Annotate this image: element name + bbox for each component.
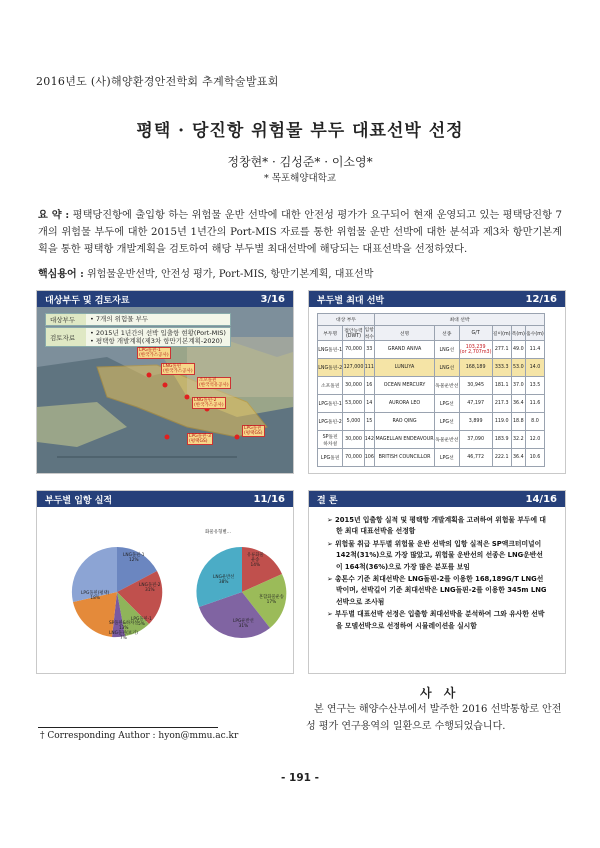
table-cell: 142 — [364, 431, 374, 449]
table-cell: 333.3 — [492, 359, 511, 377]
review-legend — [45, 313, 231, 348]
table-row — [318, 377, 545, 395]
table-cell: LPG선 — [435, 413, 460, 431]
table-cell: 70,000 — [343, 341, 364, 359]
table-cell: 12.0 — [525, 431, 544, 449]
keywords-label: 핵심용어 : — [38, 269, 84, 280]
table-cell: 10.6 — [525, 449, 544, 467]
pie-label: LPG운반선 31% — [233, 619, 254, 629]
table-cell: LNG돌핀-1 — [318, 341, 343, 359]
table-row — [318, 359, 545, 377]
table-cell: 37,090 — [459, 431, 492, 449]
table-cell: 30,000 — [343, 377, 364, 395]
footnote: † Corresponding Author : hyon@mmu.ac.kr — [40, 731, 239, 741]
table-cell: 소포돌핀 — [318, 377, 343, 395]
table-row — [318, 431, 545, 449]
table-cell: 5,000 — [343, 413, 364, 431]
table-cell: 37.0 — [511, 377, 525, 395]
table-cell: 3,899 — [459, 413, 492, 431]
table-header-cell: G/T — [459, 326, 492, 341]
pie-label: 유류화물 운송 14% — [247, 553, 264, 568]
conclusion-point: ➢ 총톤수 기준 최대선박은 LNG돌핀-2를 이용한 168,189G/T LNG선박이며, 선박길이 기준 최대선박은 LNG돌핀-2를 이용한 345m LNG선박으로 조사됨 — [327, 575, 547, 606]
table-cell: 47,197 — [459, 395, 492, 413]
slide-arrival-records — [36, 490, 294, 674]
table-cell: 111 — [364, 359, 374, 377]
pie-label: LPG돌핀-1 5% — [131, 617, 152, 627]
table-header-cell: 선명 — [375, 326, 435, 341]
table-cell: LPG선 — [435, 449, 460, 467]
map-label: LNG돌핀-2 (한국가스공사) — [194, 398, 224, 408]
table-cell: 217.3 — [492, 395, 511, 413]
table-cell: LNG돌핀-2 — [318, 359, 343, 377]
table-group-header: 최대 선박 — [375, 314, 545, 326]
table-cell: 53,000 — [343, 395, 364, 413]
abstract-label: 요 약 : — [38, 209, 70, 221]
table-header-cell: 부두명 — [318, 326, 343, 341]
table-cell: LPG돌핀 — [318, 449, 343, 467]
slide-number: 11/16 — [253, 493, 285, 505]
keywords-text: 위험물운반선박, 안전성 평가, Port-MIS, 항만기본계획, 대표선박 — [87, 269, 374, 280]
table-cell: 16 — [364, 377, 374, 395]
table-cell: 11.6 — [525, 395, 544, 413]
table-cell: MAGELLAN ENDEAVOUR — [375, 431, 435, 449]
table-cell: 15 — [364, 413, 374, 431]
paper-authors: 정창현* · 김성준* · 이소영* — [227, 155, 373, 169]
table-cell: 119.0 — [492, 413, 511, 431]
table-cell: LPG돌핀-2 — [318, 413, 343, 431]
slide-conclusion — [308, 490, 566, 674]
pie-label: LNG운반선 38% — [213, 575, 235, 585]
table-cell: OCEAN MERCURY — [375, 377, 435, 395]
table-row — [318, 341, 545, 359]
table-row — [318, 413, 545, 431]
table-cell: RAO QING — [375, 413, 435, 431]
slide-number: 14/16 — [525, 493, 557, 505]
table-cell: 70,000 — [343, 449, 364, 467]
conclusion-point: ➢ 부두별 대표선박 선정은 입출항 최대선박을 분석하여 그와 유사한 선박을 모델선박으로 선정하여 시뮬레이션을 실시함 — [327, 610, 545, 630]
table-cell: 독물운반선 — [435, 377, 460, 395]
table-cell: 33 — [364, 341, 374, 359]
table-header-cell: 접안능력 (DWT) — [343, 326, 364, 341]
legend-row: 검토자료 • 2015년 1년간의 선박 입출항 현황(Port-MIS) • 평택항 개발계획(제3차 항만기본계획-2020) — [45, 327, 231, 347]
paper-title: 평택 · 당진항 위험물 부두 대표선박 선정 — [136, 121, 464, 141]
table-cell: 127,000 — [343, 359, 364, 377]
table-cell: 14.0 — [525, 359, 544, 377]
legend-row: 대상부두 • 7개의 위험물 부두 — [45, 313, 231, 326]
table-group-header: 대상 부두 — [318, 314, 375, 326]
table-cell: 11.4 — [525, 341, 544, 359]
table-cell: 18.8 — [511, 413, 525, 431]
table-cell: LUNLIYA — [375, 359, 435, 377]
table-header-cell: 흘수(m) — [525, 326, 544, 341]
table-cell: 46,772 — [459, 449, 492, 467]
table-cell: 13.5 — [525, 377, 544, 395]
acknowledgement-title: 사 사 — [420, 686, 460, 700]
table-cell: 독물운반선 — [435, 431, 460, 449]
table-header-cell: 선종 — [435, 326, 460, 341]
footnote-divider — [38, 727, 218, 728]
slide-max-vessels — [308, 290, 566, 474]
table-cell: AURORA LEO — [375, 395, 435, 413]
table-header-cell: 길이(m) — [492, 326, 511, 341]
table-cell: 36.4 — [511, 395, 525, 413]
table-cell: 8.0 — [525, 413, 544, 431]
table-cell: BRITISH COUNCILLOR — [375, 449, 435, 467]
map-label: LPG돌핀-3 (평택GS) — [189, 434, 211, 444]
pie-label: LPG돌핀(평택) 18% — [81, 591, 110, 601]
table-row — [318, 449, 545, 467]
max-vessel-table — [317, 313, 545, 467]
conclusion-points — [327, 515, 547, 633]
table-cell: 14 — [364, 395, 374, 413]
pie2-header: 화물유형별... — [205, 530, 232, 535]
slide-number: 3/16 — [260, 293, 285, 305]
table-row — [318, 395, 545, 413]
table-cell: 32.2 — [511, 431, 525, 449]
pie-label: LNG돌핀(보기) 7% — [109, 631, 138, 641]
table-cell: 53.0 — [511, 359, 525, 377]
paper-affiliation: * 목포해양대학교 — [263, 173, 336, 184]
slide-target-berths — [36, 290, 294, 474]
map-label: 소포돌핀 (한국석유공사) — [199, 378, 229, 388]
pie-label: SP돌핀&하차설 13% — [109, 621, 139, 631]
table-cell: 49.0 — [511, 341, 525, 359]
table-header-cell: 입항 척수 — [364, 326, 374, 341]
slide-title: 결 론 — [317, 495, 338, 506]
slide-number: 12/16 — [525, 293, 557, 305]
abstract — [38, 207, 562, 258]
table-cell: 30,945 — [459, 377, 492, 395]
table-cell: 277.1 — [492, 341, 511, 359]
pie-label: LNG돌핀-1 12% — [123, 553, 145, 563]
table-cell: 181.1 — [492, 377, 511, 395]
table-cell: SP돌핀 하차설 — [318, 431, 343, 449]
table-cell: 222.1 — [492, 449, 511, 467]
map-label: LPG돌핀-1 (한국가스공사) — [139, 348, 169, 358]
conclusion-point: ➢ 2015년 입출항 실적 및 평택항 개발계획을 고려하여 위험물 부두에 대한 최대 대표선박을 선정함 — [327, 516, 546, 536]
slide-title: 대상부두 및 검토자료 — [45, 295, 130, 306]
conference-header: 2016년도 (사)해양환경안전학회 추계학술발표회 — [36, 75, 279, 88]
pie-charts — [37, 507, 293, 673]
table-cell: LPG돌핀-1 — [318, 395, 343, 413]
table-cell: GRAND ANIVA — [375, 341, 435, 359]
map-label: LPG돌핀 (평택GS) — [244, 426, 263, 436]
pie-label: 혼합화물운송 17% — [259, 595, 284, 605]
page-number: - 191 - — [281, 772, 319, 784]
keywords — [38, 265, 373, 280]
table-cell: LNG선 — [435, 359, 460, 377]
table-cell: LPG선 — [435, 395, 460, 413]
table-header-cell: 폭(m) — [511, 326, 525, 341]
table-cell: 168,189 — [459, 359, 492, 377]
table-cell: 30,000 — [343, 431, 364, 449]
table-cell: 36.4 — [511, 449, 525, 467]
table-cell: 103,239 (or 2,707m3) — [459, 341, 492, 359]
table-cell: LNG선 — [435, 341, 460, 359]
table-cell: 106 — [364, 449, 374, 467]
pie-label: LNG돌핀-2 31% — [139, 583, 161, 593]
conclusion-point: ➢ 위험물 취급 부두별 위험물 운반 선박의 입항 실적은 SP액크터미널이 142척(31%)으로 가장 많았고, 위험물 운반선의 선종은 LNG운반선이 164척(36%)으로 가장 많은 분포를 보임 — [327, 539, 543, 571]
slide-title: 부두별 입항 실적 — [45, 495, 113, 506]
map-label: LNG돌핀 (한국가스공사) — [163, 364, 193, 374]
table-cell: 183.9 — [492, 431, 511, 449]
acknowledgement-text: 본 연구는 해양수산부에서 발주한 2016 선박통항로 안전성 평가 연구용역의 일환으로 수행되었습니다. — [306, 704, 562, 732]
abstract-text: 평택당진항에 출입항 하는 위험물 운반 선박에 대한 안전성 평가가 요구되어 현재 운영되고 있는 평택당진항 7개의 위험물 부두에 대한 2015년 1년간의 Port-MIS 자료를 통한 위험물 운반 선박에 대한 분석과 제3차 항만기본계획을 통한 평택항 개발계획을 검토하여 해당 부두별 최대선박에 해당되는 대표선박을 선정하였다. — [38, 210, 562, 255]
slide-title: 부두별 최대 선박 — [317, 295, 385, 306]
